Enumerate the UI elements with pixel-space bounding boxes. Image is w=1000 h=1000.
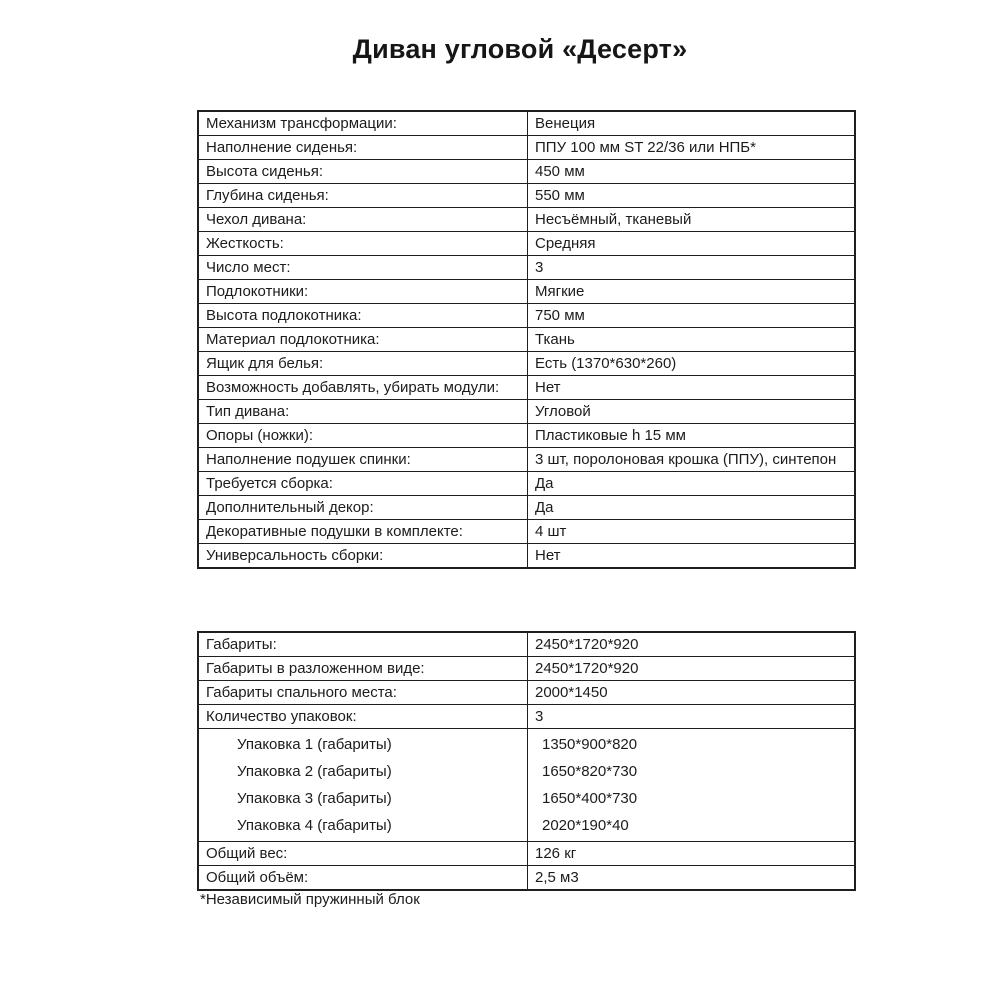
package-values-cell: [528, 729, 856, 842]
spec-label: Дополнительный декор:: [198, 496, 528, 520]
table-row: [198, 208, 855, 232]
spec-value: 2,5 м3: [528, 866, 856, 891]
spec-label: Общий объём:: [198, 866, 528, 891]
spec-label: Общий вес:: [198, 842, 528, 866]
spec-value: 126 кг: [528, 842, 856, 866]
spec-value: Несъёмный, тканевый: [528, 208, 856, 232]
package-value: 2020*190*40: [542, 817, 629, 834]
spec-label: Высота подлокотника:: [198, 304, 528, 328]
spec-value: 2000*1450: [528, 681, 856, 705]
table-row: [198, 448, 855, 472]
spec-value: Пластиковые h 15 мм: [528, 424, 856, 448]
spec-value: Да: [528, 472, 856, 496]
spec-label: Материал подлокотника:: [198, 328, 528, 352]
package-labels-cell: [198, 729, 528, 842]
characteristics-table: [197, 110, 856, 569]
package-value: 1650*820*730: [542, 763, 638, 780]
footnote: *Независимый пружинный блок: [200, 891, 420, 908]
spec-label: Универсальность сборки:: [198, 544, 528, 569]
package-label: Упаковка 3 (габариты): [237, 790, 392, 807]
table-row: [198, 280, 855, 304]
spec-label: Количество упаковок:: [198, 705, 528, 729]
spec-label: Число мест:: [198, 256, 528, 280]
package-label: Упаковка 4 (габариты): [237, 817, 392, 834]
spec-value: Угловой: [528, 400, 856, 424]
table-row: [198, 328, 855, 352]
table-row: [198, 256, 855, 280]
spec-value: 3: [528, 256, 856, 280]
spec-label: Механизм трансформации:: [198, 111, 528, 136]
spec-value: 3 шт, поролоновая крошка (ППУ), синтепон: [528, 448, 856, 472]
spec-label: Требуется сборка:: [198, 472, 528, 496]
dimensions-table: [197, 631, 856, 891]
spec-label: Опоры (ножки):: [198, 424, 528, 448]
spec-label: Подлокотники:: [198, 280, 528, 304]
spec-label: Глубина сиденья:: [198, 184, 528, 208]
spec-label: Ящик для белья:: [198, 352, 528, 376]
spec-value: Нет: [528, 544, 856, 569]
packages-row: [198, 729, 855, 842]
table-row: [198, 705, 855, 729]
table-row: [198, 842, 855, 866]
table-row: [198, 657, 855, 681]
package-label: Упаковка 2 (габариты): [237, 763, 392, 780]
table-row: [198, 632, 855, 657]
table-row: [198, 160, 855, 184]
spec-value: 2450*1720*920: [528, 632, 856, 657]
spec-label: Габариты:: [198, 632, 528, 657]
table-row: [198, 472, 855, 496]
spec-label: Возможность добавлять, убирать модули:: [198, 376, 528, 400]
spec-label: Жесткость:: [198, 232, 528, 256]
spec-value: ППУ 100 мм ST 22/36 или НПБ*: [528, 136, 856, 160]
spec-label: Наполнение сиденья:: [198, 136, 528, 160]
table-row: [198, 544, 855, 569]
table-row: [198, 866, 855, 891]
table-row: [198, 496, 855, 520]
spec-value: 4 шт: [528, 520, 856, 544]
spec-label: Габариты спального места:: [198, 681, 528, 705]
spec-value: Нет: [528, 376, 856, 400]
package-value: 1350*900*820: [542, 736, 638, 753]
spec-value: Да: [528, 496, 856, 520]
table-row: [198, 376, 855, 400]
spec-label: Наполнение подушек спинки:: [198, 448, 528, 472]
page-title: Диван угловой «Десерт»: [352, 34, 688, 64]
table-row: [198, 352, 855, 376]
spec-label: Габариты в разложенном виде:: [198, 657, 528, 681]
table-row: [198, 184, 855, 208]
package-label: Упаковка 1 (габариты): [237, 736, 392, 753]
table-row: [198, 304, 855, 328]
table-row: [198, 681, 855, 705]
spec-label: Декоративные подушки в комплекте:: [198, 520, 528, 544]
spec-value: Ткань: [528, 328, 856, 352]
spec-value: Средняя: [528, 232, 856, 256]
spec-value: Мягкие: [528, 280, 856, 304]
table-row: [198, 136, 855, 160]
spec-value: 450 мм: [528, 160, 856, 184]
spec-value: 750 мм: [528, 304, 856, 328]
table-row: [198, 520, 855, 544]
spec-label: Высота сиденья:: [198, 160, 528, 184]
spec-value: Есть (1370*630*260): [528, 352, 856, 376]
spec-value: Венеция: [528, 111, 856, 136]
package-value: 1650*400*730: [542, 790, 638, 807]
spec-value: 550 мм: [528, 184, 856, 208]
table-row: [198, 424, 855, 448]
spec-value: 2450*1720*920: [528, 657, 856, 681]
table-row: [198, 400, 855, 424]
spec-value: 3: [528, 705, 856, 729]
spec-label: Тип дивана:: [198, 400, 528, 424]
spec-label: Чехол дивана:: [198, 208, 528, 232]
table-row: [198, 111, 855, 136]
table-row: [198, 232, 855, 256]
